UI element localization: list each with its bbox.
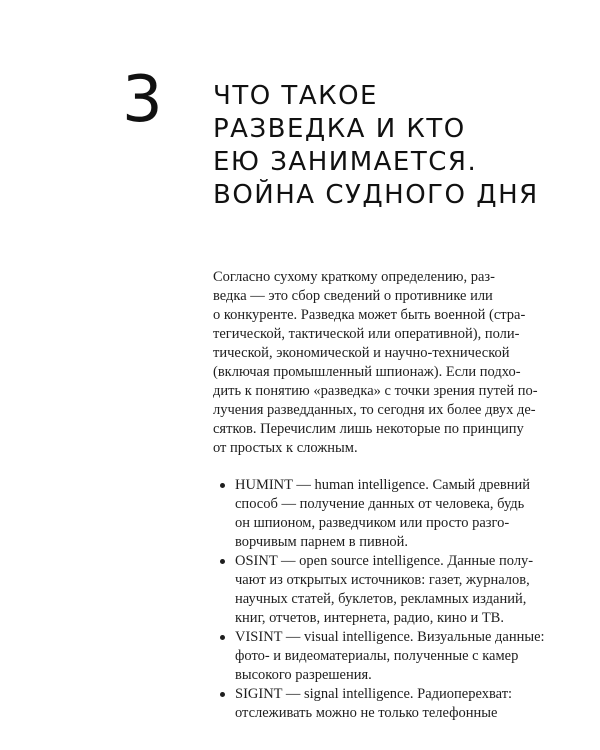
text-line: отслеживать можно не только телефонные — [235, 705, 498, 721]
text-line: научных статей, буклетов, рекламных изданий, — [235, 591, 527, 607]
chapter-title-line: РАЗВЕДКА И КТО — [213, 114, 466, 144]
text-line: тегической, тактической или оперативной), поли- — [213, 326, 520, 342]
text-line: дить к понятию «разведка» с точки зрения путей по- — [213, 383, 538, 399]
chapter-title-line: ЧТО ТАКОЕ — [213, 81, 378, 111]
text-line: тической, экономической и научно-технической — [213, 345, 510, 361]
list-item-sigint — [213, 685, 513, 723]
text-line: чают из открытых источников: газет, журналов, — [235, 572, 530, 588]
list-item-osint — [213, 552, 534, 628]
text-line: HUMINT — human intelligence. Самый древний — [235, 477, 531, 493]
text-line: высокого разрешения. — [235, 667, 372, 683]
text-line: (включая промышленный шпионаж). Если подхо- — [213, 364, 521, 380]
text-line: фото- и видеоматериалы, полученные с камер — [235, 648, 519, 664]
chapter-number: 3 — [122, 63, 163, 137]
text-line: о конкуренте. Разведка может быть военной (стра- — [213, 307, 526, 323]
bullet-list — [213, 476, 545, 723]
text-line: OSINT — open source intelligence. Данные полу- — [235, 553, 534, 569]
text-line: VISINT — visual intelligence. Визуальные данные: — [235, 629, 545, 645]
intro-paragraph — [213, 268, 538, 458]
text-line: ведка — это сбор сведений о противнике или — [213, 288, 493, 304]
chapter-title-line: ВОЙНА СУДНОГО ДНЯ — [213, 180, 539, 210]
chapter-title-line: ЕЮ ЗАНИМАЕТСЯ. — [213, 147, 478, 177]
text-line: ворчивым парнем в пивной. — [235, 534, 409, 550]
text-line: он шпионом, разведчиком или просто разго- — [235, 515, 510, 531]
text-line: Согласно сухому краткому определению, раз- — [213, 269, 495, 285]
text-line: способ — получение данных от человека, будь — [235, 496, 525, 512]
text-line: от простых к сложным. — [213, 440, 358, 456]
text-line: лучения разведданных, то сегодня их более двух де- — [213, 402, 536, 418]
text-line: книг, отчетов, интернета, радио, кино и ТВ. — [235, 610, 504, 626]
text-line: SIGINT — signal intelligence. Радиоперехват: — [235, 686, 513, 702]
list-item-humint — [213, 476, 531, 552]
body-text — [213, 268, 545, 723]
text-line: сятков. Перечислим лишь некоторые по принципу — [213, 421, 524, 437]
chapter-title — [213, 80, 543, 212]
list-item-visint — [213, 628, 545, 685]
